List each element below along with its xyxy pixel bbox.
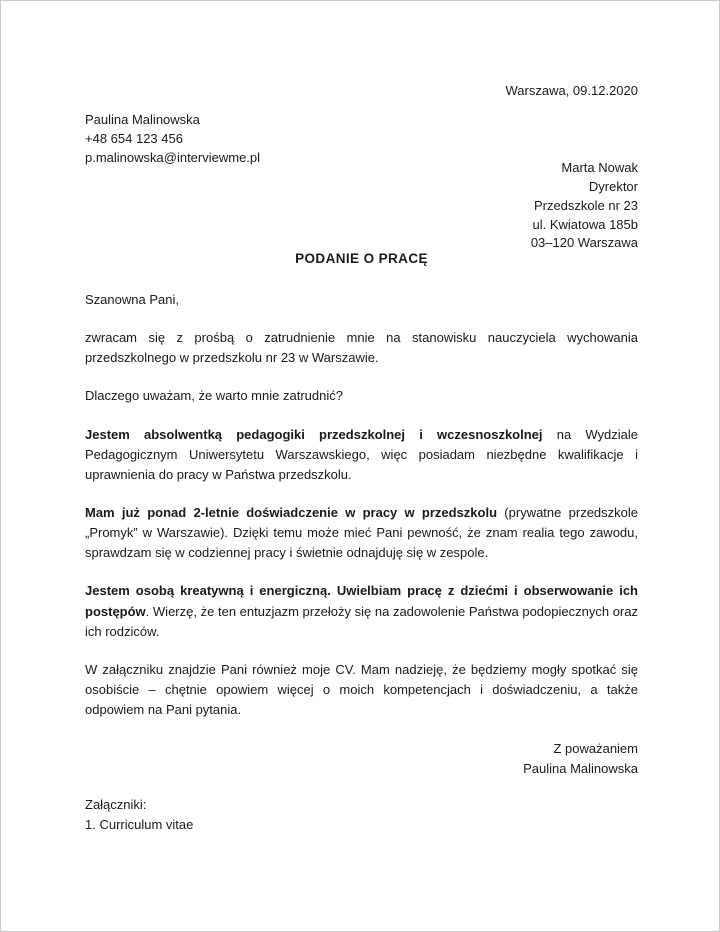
recipient-street: ul. Kwiatowa 185b	[532, 216, 638, 232]
closing-phrase: Z poważaniem	[553, 741, 638, 756]
paragraph-personality-rest: . Wierzę, że ten entuzjazm przełoży się na zadowolenie Państwa podopiecznych oraz ich rodziców.	[85, 603, 638, 639]
closing-block	[523, 739, 638, 778]
attachments-heading: Załączniki:	[85, 797, 147, 812]
recipient-city: 03–120 Warszawa	[530, 235, 638, 251]
paragraph-education	[85, 425, 638, 485]
letter-body	[85, 290, 638, 720]
paragraph-intro: zwracam się z prośbą o zatrudnienie mnie na stanowisku nauczyciela wychowania przedszkolnego w przedszkolu nr 23 w Warszawie.	[85, 330, 638, 366]
salutation: Szanowna Pani,	[85, 292, 179, 307]
attachments-block	[85, 795, 193, 835]
recipient-institution: Przedszkole nr 23	[533, 197, 638, 213]
signature-name: Paulina Malinowska	[523, 760, 638, 776]
paragraph-question: Dlaczego uważam, że warto mnie zatrudnić?	[85, 388, 343, 404]
document-title: PODANIE O PRACĘ	[295, 251, 428, 266]
paragraph-personality-lead: Jestem osobą kreatywną i energiczną. Uwielbiam pracę z dziećmi i obserwowanie ich postępów	[85, 583, 638, 619]
sender-phone: +48 654 123 456	[85, 130, 183, 146]
recipient-name: Marta Nowak	[561, 160, 638, 175]
place-and-date: Warszawa, 09.12.2020	[505, 83, 638, 98]
attachment-item-1: 1. Curriculum vitae	[85, 817, 194, 833]
recipient-block	[531, 159, 638, 253]
paragraph-personality	[85, 581, 638, 641]
sender-block	[85, 111, 260, 168]
sender-email: p.malinowska@interviewme.pl	[85, 149, 261, 165]
paragraph-cv: W załączniku znajdzie Pani również moje CV. Mam nadzieję, że będziemy mogły spotkać się osobiście – chętnie opowiem więcej o moich kompetencjach i doświadczeniu, a także odpowiem na Pani pytania.	[85, 661, 638, 718]
recipient-position: Dyrektor	[588, 178, 638, 194]
paragraph-education-rest: na Wydziale Pedagogicznym Uniwersytetu Warszawskiego, więc posiadam niezbędne kwalifikacje i uprawnienia do pracy w Państwa przedszkolu.	[85, 426, 638, 482]
paragraph-experience-lead: Mam już ponad 2-letnie doświadczenie w pracy w przedszkolu	[85, 504, 498, 520]
paragraph-experience-rest: (prywatne przedszkole „Promyk” w Warszawie). Dzięki temu może mieć Pani pewność, że znam realia tego zawodu, sprawdzam się w codziennej pracy i świetnie odnajduję się w zespole.	[85, 504, 639, 561]
paragraph-experience	[85, 503, 638, 563]
sender-name: Paulina Malinowska	[85, 112, 200, 127]
paragraph-education-lead: Jestem absolwentką pedagogiki przedszkolnej i wczesnoszkolnej	[85, 426, 543, 442]
